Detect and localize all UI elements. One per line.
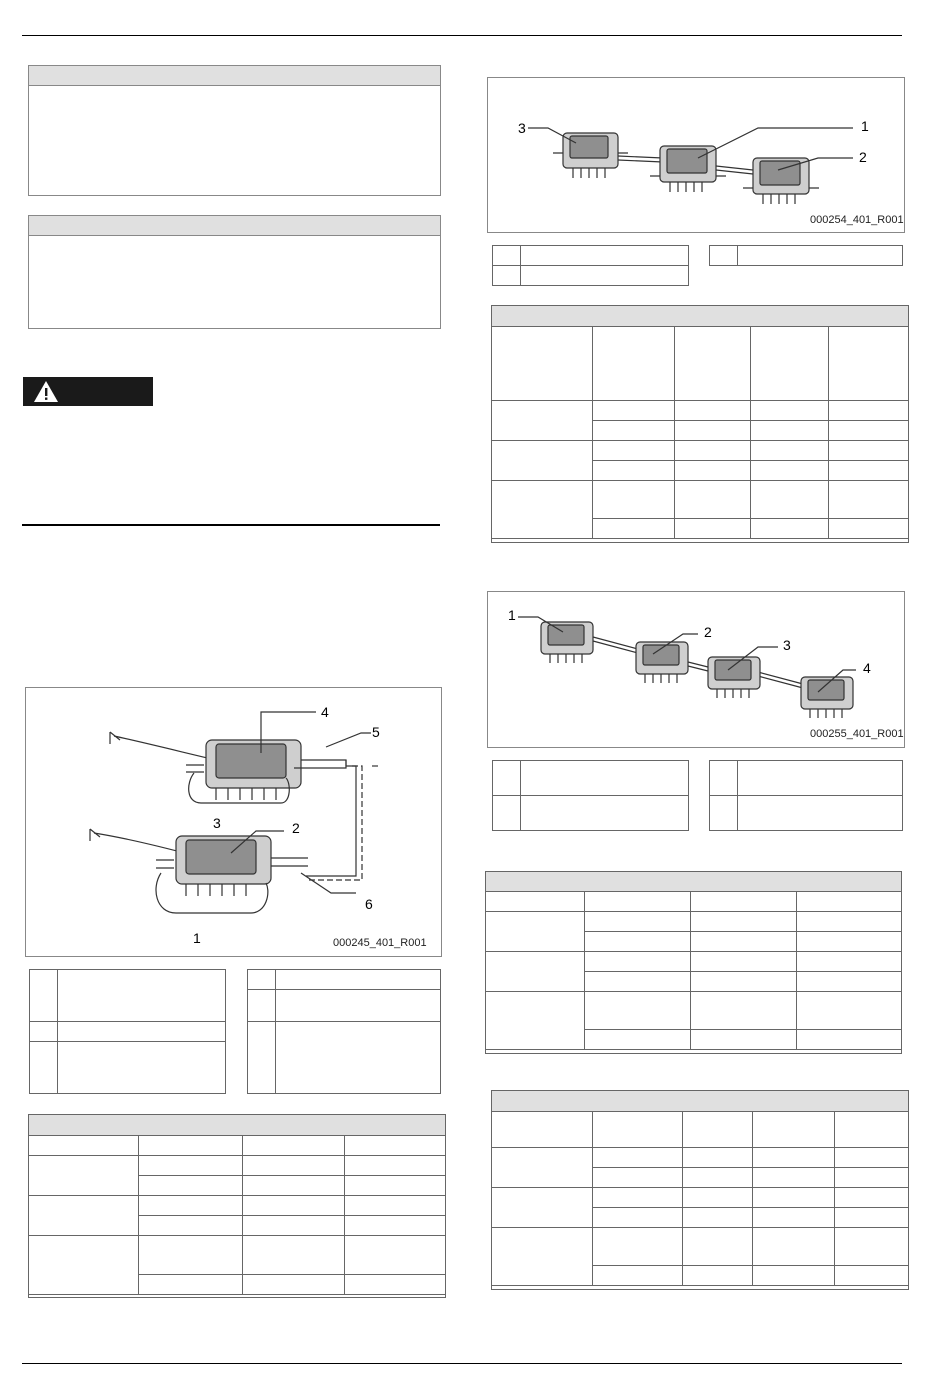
data-table-right-2-header	[486, 872, 901, 892]
callout-3: 3	[783, 637, 791, 653]
callout-1: 1	[508, 607, 516, 623]
installation-diagram-drawing	[26, 688, 443, 958]
figure-id: 000254_401_R001	[810, 214, 904, 226]
figure-installation-diagram	[25, 687, 442, 957]
callout-4: 4	[863, 660, 871, 676]
callout-4: 4	[321, 704, 329, 720]
header-rule	[22, 35, 902, 36]
legend-table-left-b	[247, 969, 441, 1094]
data-table-right-1	[491, 305, 909, 543]
callout-6: 6	[365, 896, 373, 912]
info-box-2	[28, 215, 441, 329]
figure-id: 000255_401_R001	[810, 728, 904, 740]
callout-3: 3	[518, 120, 526, 136]
four-units-drawing	[488, 592, 906, 749]
figure-three-units	[487, 77, 905, 233]
callout-3: 3	[213, 815, 221, 831]
warning-triangle-icon	[31, 377, 61, 406]
data-table-right-3-header	[492, 1091, 908, 1112]
data-table-left-grid	[28, 1135, 446, 1295]
callout-2: 2	[859, 149, 867, 165]
warning-banner	[23, 377, 153, 406]
figure-four-units	[487, 591, 905, 748]
legend-table-left-a	[29, 969, 226, 1094]
data-table-left	[28, 1114, 446, 1298]
legend-table-right-mid-a	[492, 760, 689, 831]
data-table-right-2	[485, 871, 902, 1054]
data-table-right-2-grid	[485, 891, 902, 1050]
info-box-1	[28, 65, 441, 196]
section-rule	[22, 524, 440, 526]
figure-id: 000245_401_R001	[333, 937, 427, 949]
legend-table-right-mid-b	[709, 760, 903, 831]
info-box-1-header	[29, 66, 440, 86]
callout-2: 2	[292, 820, 300, 836]
three-units-drawing	[488, 78, 906, 234]
callout-1: 1	[193, 930, 201, 946]
callout-1: 1	[861, 118, 869, 134]
data-table-right-3	[491, 1090, 909, 1290]
data-table-left-header	[29, 1115, 445, 1136]
legend-table-right-top-b	[709, 245, 903, 266]
info-box-2-header	[29, 216, 440, 236]
data-table-right-3-grid	[491, 1111, 909, 1286]
data-table-right-1-header	[492, 306, 908, 327]
data-table-right-1-grid	[491, 326, 909, 539]
footer-rule	[22, 1363, 902, 1364]
legend-table-right-top-a	[492, 245, 689, 286]
callout-5: 5	[372, 724, 380, 740]
callout-2: 2	[704, 624, 712, 640]
